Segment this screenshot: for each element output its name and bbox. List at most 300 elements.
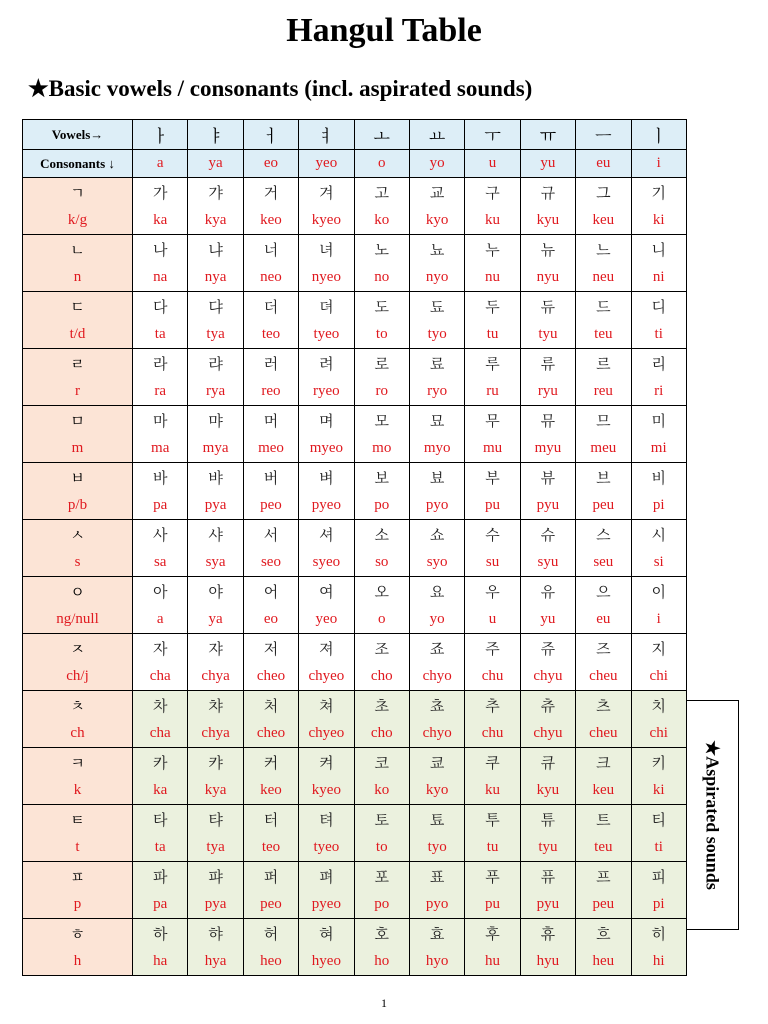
syllable-cell: 다 <box>133 292 188 322</box>
syllable-romanization: pyu <box>520 492 575 520</box>
syllable-cell: 져 <box>299 634 354 664</box>
consonant-syllable-row <box>23 919 687 949</box>
syllable-romanization: keu <box>576 207 631 235</box>
syllable-cell: 두 <box>465 292 520 322</box>
syllable-romanization: myo <box>409 435 464 463</box>
syllable-cell: 가 <box>133 178 188 208</box>
syllable-cell: 뵤 <box>409 463 464 493</box>
syllable-romanization: rya <box>188 378 243 406</box>
consonant-romanization: t <box>23 834 133 862</box>
syllable-cell: 토 <box>354 805 409 835</box>
consonant-romanization-row <box>23 549 687 577</box>
syllable-romanization: teo <box>243 834 298 862</box>
syllable-cell: 치 <box>631 691 686 721</box>
syllable-cell: 프 <box>576 862 631 892</box>
syllable-romanization: chya <box>188 720 243 748</box>
syllable-romanization: tu <box>465 321 520 349</box>
syllable-cell: 도 <box>354 292 409 322</box>
consonant-syllable-row <box>23 520 687 550</box>
syllable-romanization: pyu <box>520 891 575 919</box>
syllable-cell: 수 <box>465 520 520 550</box>
vowel-jamo: ㅜ <box>465 120 520 150</box>
consonant-syllable-row <box>23 748 687 778</box>
syllable-romanization: ka <box>133 777 188 805</box>
syllable-romanization: cheu <box>576 720 631 748</box>
syllable-romanization: pa <box>133 492 188 520</box>
consonant-romanization: ng/null <box>23 606 133 634</box>
syllable-cell: 뮤 <box>520 406 575 436</box>
syllable-cell: 사 <box>133 520 188 550</box>
syllable-cell: 죠 <box>409 634 464 664</box>
hangul-table <box>22 119 687 976</box>
consonant-syllable-row <box>23 292 687 322</box>
syllable-cell: 크 <box>576 748 631 778</box>
vowel-jamo: ㅏ <box>133 120 188 150</box>
syllable-cell: 자 <box>133 634 188 664</box>
consonant-syllable-row <box>23 178 687 208</box>
syllable-romanization: nu <box>465 264 520 292</box>
syllable-cell: 버 <box>243 463 298 493</box>
syllable-cell: 려 <box>299 349 354 379</box>
consonant-romanization: p <box>23 891 133 919</box>
syllable-cell: 보 <box>354 463 409 493</box>
vowel-jamo: ㅣ <box>631 120 686 150</box>
syllable-cell: 쥬 <box>520 634 575 664</box>
syllable-romanization: ko <box>354 777 409 805</box>
vowel-romanization: eu <box>576 150 631 178</box>
syllable-cell: 뇨 <box>409 235 464 265</box>
syllable-cell: 코 <box>354 748 409 778</box>
syllable-cell: 댜 <box>188 292 243 322</box>
syllable-romanization: pyeo <box>299 492 354 520</box>
consonant-syllable-row <box>23 691 687 721</box>
consonant-syllable-row <box>23 634 687 664</box>
syllable-cell: 듀 <box>520 292 575 322</box>
syllable-cell: 쟈 <box>188 634 243 664</box>
syllable-romanization: eo <box>243 606 298 634</box>
syllable-romanization: chyo <box>409 663 464 691</box>
consonant-jamo: ㄹ <box>23 349 133 379</box>
syllable-romanization: sya <box>188 549 243 577</box>
syllable-romanization: hi <box>631 948 686 976</box>
syllable-cell: 저 <box>243 634 298 664</box>
syllable-cell: 파 <box>133 862 188 892</box>
consonant-romanization-row <box>23 834 687 862</box>
syllable-cell: 텨 <box>299 805 354 835</box>
syllable-cell: 트 <box>576 805 631 835</box>
consonant-romanization-row <box>23 435 687 463</box>
syllable-romanization: meo <box>243 435 298 463</box>
syllable-cell: 쳐 <box>299 691 354 721</box>
syllable-romanization: chyeo <box>299 663 354 691</box>
syllable-cell: 브 <box>576 463 631 493</box>
syllable-romanization: teu <box>576 834 631 862</box>
syllable-romanization: ku <box>465 207 520 235</box>
syllable-romanization: mya <box>188 435 243 463</box>
consonant-jamo: ㄴ <box>23 235 133 265</box>
consonant-jamo: ㄷ <box>23 292 133 322</box>
consonant-romanization-row <box>23 378 687 406</box>
syllable-romanization: tyu <box>520 834 575 862</box>
syllable-romanization: chu <box>465 720 520 748</box>
syllable-romanization: ta <box>133 834 188 862</box>
syllable-romanization: teu <box>576 321 631 349</box>
syllable-cell: 뱌 <box>188 463 243 493</box>
syllable-romanization: ri <box>631 378 686 406</box>
consonant-jamo: ㅌ <box>23 805 133 835</box>
syllable-romanization: ya <box>188 606 243 634</box>
syllable-cell: 며 <box>299 406 354 436</box>
syllable-cell: 벼 <box>299 463 354 493</box>
syllable-cell: 퍄 <box>188 862 243 892</box>
syllable-romanization: na <box>133 264 188 292</box>
syllable-romanization: a <box>133 606 188 634</box>
syllable-cell: 슈 <box>520 520 575 550</box>
consonant-syllable-row <box>23 463 687 493</box>
syllable-cell: 므 <box>576 406 631 436</box>
syllable-romanization: sa <box>133 549 188 577</box>
syllable-cell: 카 <box>133 748 188 778</box>
syllable-cell: 키 <box>631 748 686 778</box>
syllable-romanization: ta <box>133 321 188 349</box>
syllable-cell: 추 <box>465 691 520 721</box>
syllable-romanization: ki <box>631 207 686 235</box>
syllable-cell: 느 <box>576 235 631 265</box>
syllable-romanization: eu <box>576 606 631 634</box>
syllable-cell: 챠 <box>188 691 243 721</box>
syllable-cell: 아 <box>133 577 188 607</box>
syllable-romanization: to <box>354 321 409 349</box>
syllable-romanization: hyo <box>409 948 464 976</box>
syllable-cell: 우 <box>465 577 520 607</box>
syllable-romanization: kyu <box>520 207 575 235</box>
syllable-romanization: ryu <box>520 378 575 406</box>
syllable-romanization: mo <box>354 435 409 463</box>
syllable-romanization: kyeo <box>299 207 354 235</box>
syllable-cell: 휴 <box>520 919 575 949</box>
consonant-romanization-row <box>23 891 687 919</box>
syllable-romanization: kyo <box>409 207 464 235</box>
syllable-cell: 유 <box>520 577 575 607</box>
syllable-cell: 피 <box>631 862 686 892</box>
syllable-cell: 시 <box>631 520 686 550</box>
syllable-cell: 큐 <box>520 748 575 778</box>
syllable-romanization: chyeo <box>299 720 354 748</box>
syllable-cell: 서 <box>243 520 298 550</box>
syllable-romanization: hyu <box>520 948 575 976</box>
syllable-romanization: chi <box>631 663 686 691</box>
syllable-cell: 요 <box>409 577 464 607</box>
consonant-romanization: h <box>23 948 133 976</box>
syllable-romanization: seu <box>576 549 631 577</box>
syllable-cell: 지 <box>631 634 686 664</box>
syllable-cell: 으 <box>576 577 631 607</box>
syllable-cell: 오 <box>354 577 409 607</box>
syllable-romanization: ku <box>465 777 520 805</box>
syllable-cell: 무 <box>465 406 520 436</box>
syllable-cell: 여 <box>299 577 354 607</box>
syllable-cell: 츄 <box>520 691 575 721</box>
syllable-cell: 쿄 <box>409 748 464 778</box>
syllable-cell: 퍼 <box>243 862 298 892</box>
consonant-romanization: k <box>23 777 133 805</box>
syllable-romanization: tyo <box>409 834 464 862</box>
consonant-romanization-row <box>23 663 687 691</box>
syllable-romanization: ru <box>465 378 520 406</box>
consonant-jamo: ㅋ <box>23 748 133 778</box>
syllable-cell: 소 <box>354 520 409 550</box>
syllable-cell: 뉴 <box>520 235 575 265</box>
vowel-jamo: ㅡ <box>576 120 631 150</box>
syllable-cell: 랴 <box>188 349 243 379</box>
consonant-romanization: r <box>23 378 133 406</box>
syllable-cell: 쵸 <box>409 691 464 721</box>
syllable-cell: 주 <box>465 634 520 664</box>
syllable-romanization: ryo <box>409 378 464 406</box>
syllable-romanization: cha <box>133 663 188 691</box>
syllable-cell: 탸 <box>188 805 243 835</box>
syllable-romanization: chu <box>465 663 520 691</box>
syllable-cell: 바 <box>133 463 188 493</box>
syllable-romanization: pyo <box>409 891 464 919</box>
syllable-cell: 뎌 <box>299 292 354 322</box>
consonant-romanization-row <box>23 321 687 349</box>
consonant-romanization-row <box>23 606 687 634</box>
syllable-romanization: ha <box>133 948 188 976</box>
syllable-cell: 됴 <box>409 292 464 322</box>
syllable-cell: 거 <box>243 178 298 208</box>
syllable-romanization: nyu <box>520 264 575 292</box>
syllable-romanization: i <box>631 606 686 634</box>
consonant-syllable-row <box>23 349 687 379</box>
syllable-cell: 너 <box>243 235 298 265</box>
syllable-romanization: ti <box>631 321 686 349</box>
syllable-romanization: neo <box>243 264 298 292</box>
vowel-romanization: o <box>354 150 409 178</box>
syllable-cell: 먀 <box>188 406 243 436</box>
consonant-syllable-row <box>23 862 687 892</box>
syllable-cell: 흐 <box>576 919 631 949</box>
syllable-romanization: tyeo <box>299 834 354 862</box>
syllable-romanization: reo <box>243 378 298 406</box>
syllable-cell: 비 <box>631 463 686 493</box>
consonant-romanization: p/b <box>23 492 133 520</box>
syllable-romanization: ti <box>631 834 686 862</box>
syllable-cell: 타 <box>133 805 188 835</box>
syllable-romanization: kyu <box>520 777 575 805</box>
vowel-jamo: ㅛ <box>409 120 464 150</box>
consonant-romanization: t/d <box>23 321 133 349</box>
syllable-romanization: cha <box>133 720 188 748</box>
syllable-romanization: myu <box>520 435 575 463</box>
syllable-cell: 러 <box>243 349 298 379</box>
consonant-romanization-row <box>23 207 687 235</box>
syllable-romanization: hyeo <box>299 948 354 976</box>
syllable-romanization: pya <box>188 891 243 919</box>
syllable-cell: 부 <box>465 463 520 493</box>
vowel-romanization: yeo <box>299 150 354 178</box>
syllable-romanization: cho <box>354 663 409 691</box>
syllable-cell: 노 <box>354 235 409 265</box>
syllable-romanization: meu <box>576 435 631 463</box>
consonant-jamo: ㅇ <box>23 577 133 607</box>
consonant-romanization: k/g <box>23 207 133 235</box>
syllable-romanization: po <box>354 492 409 520</box>
syllable-cell: 라 <box>133 349 188 379</box>
syllable-romanization: peu <box>576 492 631 520</box>
syllable-romanization: po <box>354 891 409 919</box>
syllable-cell: 초 <box>354 691 409 721</box>
syllable-cell: 푸 <box>465 862 520 892</box>
syllable-cell: 리 <box>631 349 686 379</box>
syllable-romanization: pi <box>631 891 686 919</box>
syllable-romanization: ryeo <box>299 378 354 406</box>
vowel-romanization: a <box>133 150 188 178</box>
syllable-romanization: tyu <box>520 321 575 349</box>
syllable-cell: 스 <box>576 520 631 550</box>
syllable-romanization: cho <box>354 720 409 748</box>
syllable-romanization: neu <box>576 264 631 292</box>
syllable-cell: 하 <box>133 919 188 949</box>
consonant-romanization: ch <box>23 720 133 748</box>
syllable-romanization: heo <box>243 948 298 976</box>
page-title: Hangul Table <box>286 12 482 49</box>
syllable-romanization: tyeo <box>299 321 354 349</box>
syllable-cell: 냐 <box>188 235 243 265</box>
syllable-romanization: chya <box>188 663 243 691</box>
syllable-cell: 루 <box>465 349 520 379</box>
syllable-cell: 녀 <box>299 235 354 265</box>
syllable-romanization: ra <box>133 378 188 406</box>
syllable-cell: 류 <box>520 349 575 379</box>
syllable-cell: 쿠 <box>465 748 520 778</box>
syllable-cell: 펴 <box>299 862 354 892</box>
syllable-cell: 료 <box>409 349 464 379</box>
consonant-romanization-row <box>23 492 687 520</box>
syllable-cell: 이 <box>631 577 686 607</box>
syllable-romanization: kyo <box>409 777 464 805</box>
syllable-romanization: ro <box>354 378 409 406</box>
vowel-jamo: ㅑ <box>188 120 243 150</box>
syllable-cell: 투 <box>465 805 520 835</box>
vowel-jamo: ㅗ <box>354 120 409 150</box>
syllable-romanization: so <box>354 549 409 577</box>
syllable-cell: 나 <box>133 235 188 265</box>
syllable-cell: 퓨 <box>520 862 575 892</box>
vowel-romanization: yu <box>520 150 575 178</box>
aspirated-sounds-label: ★Aspirated sounds <box>702 740 723 890</box>
syllable-romanization: heu <box>576 948 631 976</box>
syllable-cell: 표 <box>409 862 464 892</box>
syllable-cell: 미 <box>631 406 686 436</box>
vowel-jamo: ㅕ <box>299 120 354 150</box>
vowel-romanization: u <box>465 150 520 178</box>
section-heading: ★Basic vowels / consonants (incl. aspirated sounds) <box>28 76 533 101</box>
syllable-romanization: peo <box>243 492 298 520</box>
syllable-cell: 툐 <box>409 805 464 835</box>
syllable-romanization: o <box>354 606 409 634</box>
syllable-cell: 더 <box>243 292 298 322</box>
syllable-cell: 츠 <box>576 691 631 721</box>
syllable-romanization: kyeo <box>299 777 354 805</box>
syllable-romanization: chyu <box>520 663 575 691</box>
syllable-cell: 그 <box>576 178 631 208</box>
syllable-cell: 니 <box>631 235 686 265</box>
consonant-romanization: ch/j <box>23 663 133 691</box>
syllable-romanization: ka <box>133 207 188 235</box>
syllable-romanization: seo <box>243 549 298 577</box>
syllable-cell: 포 <box>354 862 409 892</box>
syllable-cell: 켜 <box>299 748 354 778</box>
syllable-romanization: pyo <box>409 492 464 520</box>
syllable-romanization: chi <box>631 720 686 748</box>
syllable-romanization: kya <box>188 207 243 235</box>
syllable-romanization: keo <box>243 777 298 805</box>
syllable-romanization: tya <box>188 321 243 349</box>
syllable-romanization: nya <box>188 264 243 292</box>
syllable-romanization: pu <box>465 492 520 520</box>
syllable-cell: 혀 <box>299 919 354 949</box>
syllable-romanization: peo <box>243 891 298 919</box>
syllable-cell: 샤 <box>188 520 243 550</box>
syllable-romanization: syeo <box>299 549 354 577</box>
syllable-cell: 호 <box>354 919 409 949</box>
consonant-syllable-row <box>23 406 687 436</box>
consonant-syllable-row <box>23 805 687 835</box>
vowel-jamo: ㅓ <box>243 120 298 150</box>
consonant-romanization: s <box>23 549 133 577</box>
consonant-jamo: ㅁ <box>23 406 133 436</box>
syllable-romanization: pya <box>188 492 243 520</box>
syllable-cell: 묘 <box>409 406 464 436</box>
syllable-romanization: tyo <box>409 321 464 349</box>
syllable-cell: 마 <box>133 406 188 436</box>
syllable-cell: 구 <box>465 178 520 208</box>
syllable-romanization: su <box>465 549 520 577</box>
syllable-romanization: yeo <box>299 606 354 634</box>
syllable-romanization: cheo <box>243 663 298 691</box>
syllable-cell: 고 <box>354 178 409 208</box>
consonants-label: Consonants ↓ <box>23 150 133 178</box>
syllable-romanization: ki <box>631 777 686 805</box>
vowel-romanization: i <box>631 150 686 178</box>
syllable-romanization: chyu <box>520 720 575 748</box>
syllable-romanization: myeo <box>299 435 354 463</box>
syllable-romanization: kya <box>188 777 243 805</box>
syllable-romanization: to <box>354 834 409 862</box>
syllable-romanization: nyeo <box>299 264 354 292</box>
syllable-cell: 햐 <box>188 919 243 949</box>
syllable-cell: 르 <box>576 349 631 379</box>
consonant-jamo: ㄱ <box>23 178 133 208</box>
syllable-romanization: teo <box>243 321 298 349</box>
vowel-romanization: eo <box>243 150 298 178</box>
consonant-syllable-row <box>23 235 687 265</box>
syllable-romanization: yo <box>409 606 464 634</box>
syllable-cell: 차 <box>133 691 188 721</box>
syllable-cell: 캬 <box>188 748 243 778</box>
syllable-cell: 디 <box>631 292 686 322</box>
syllable-cell: 셔 <box>299 520 354 550</box>
consonant-romanization-row <box>23 777 687 805</box>
syllable-cell: 어 <box>243 577 298 607</box>
syllable-romanization: peu <box>576 891 631 919</box>
syllable-cell: 커 <box>243 748 298 778</box>
consonant-jamo: ㅂ <box>23 463 133 493</box>
syllable-romanization: mi <box>631 435 686 463</box>
syllable-romanization: tu <box>465 834 520 862</box>
syllable-cell: 머 <box>243 406 298 436</box>
